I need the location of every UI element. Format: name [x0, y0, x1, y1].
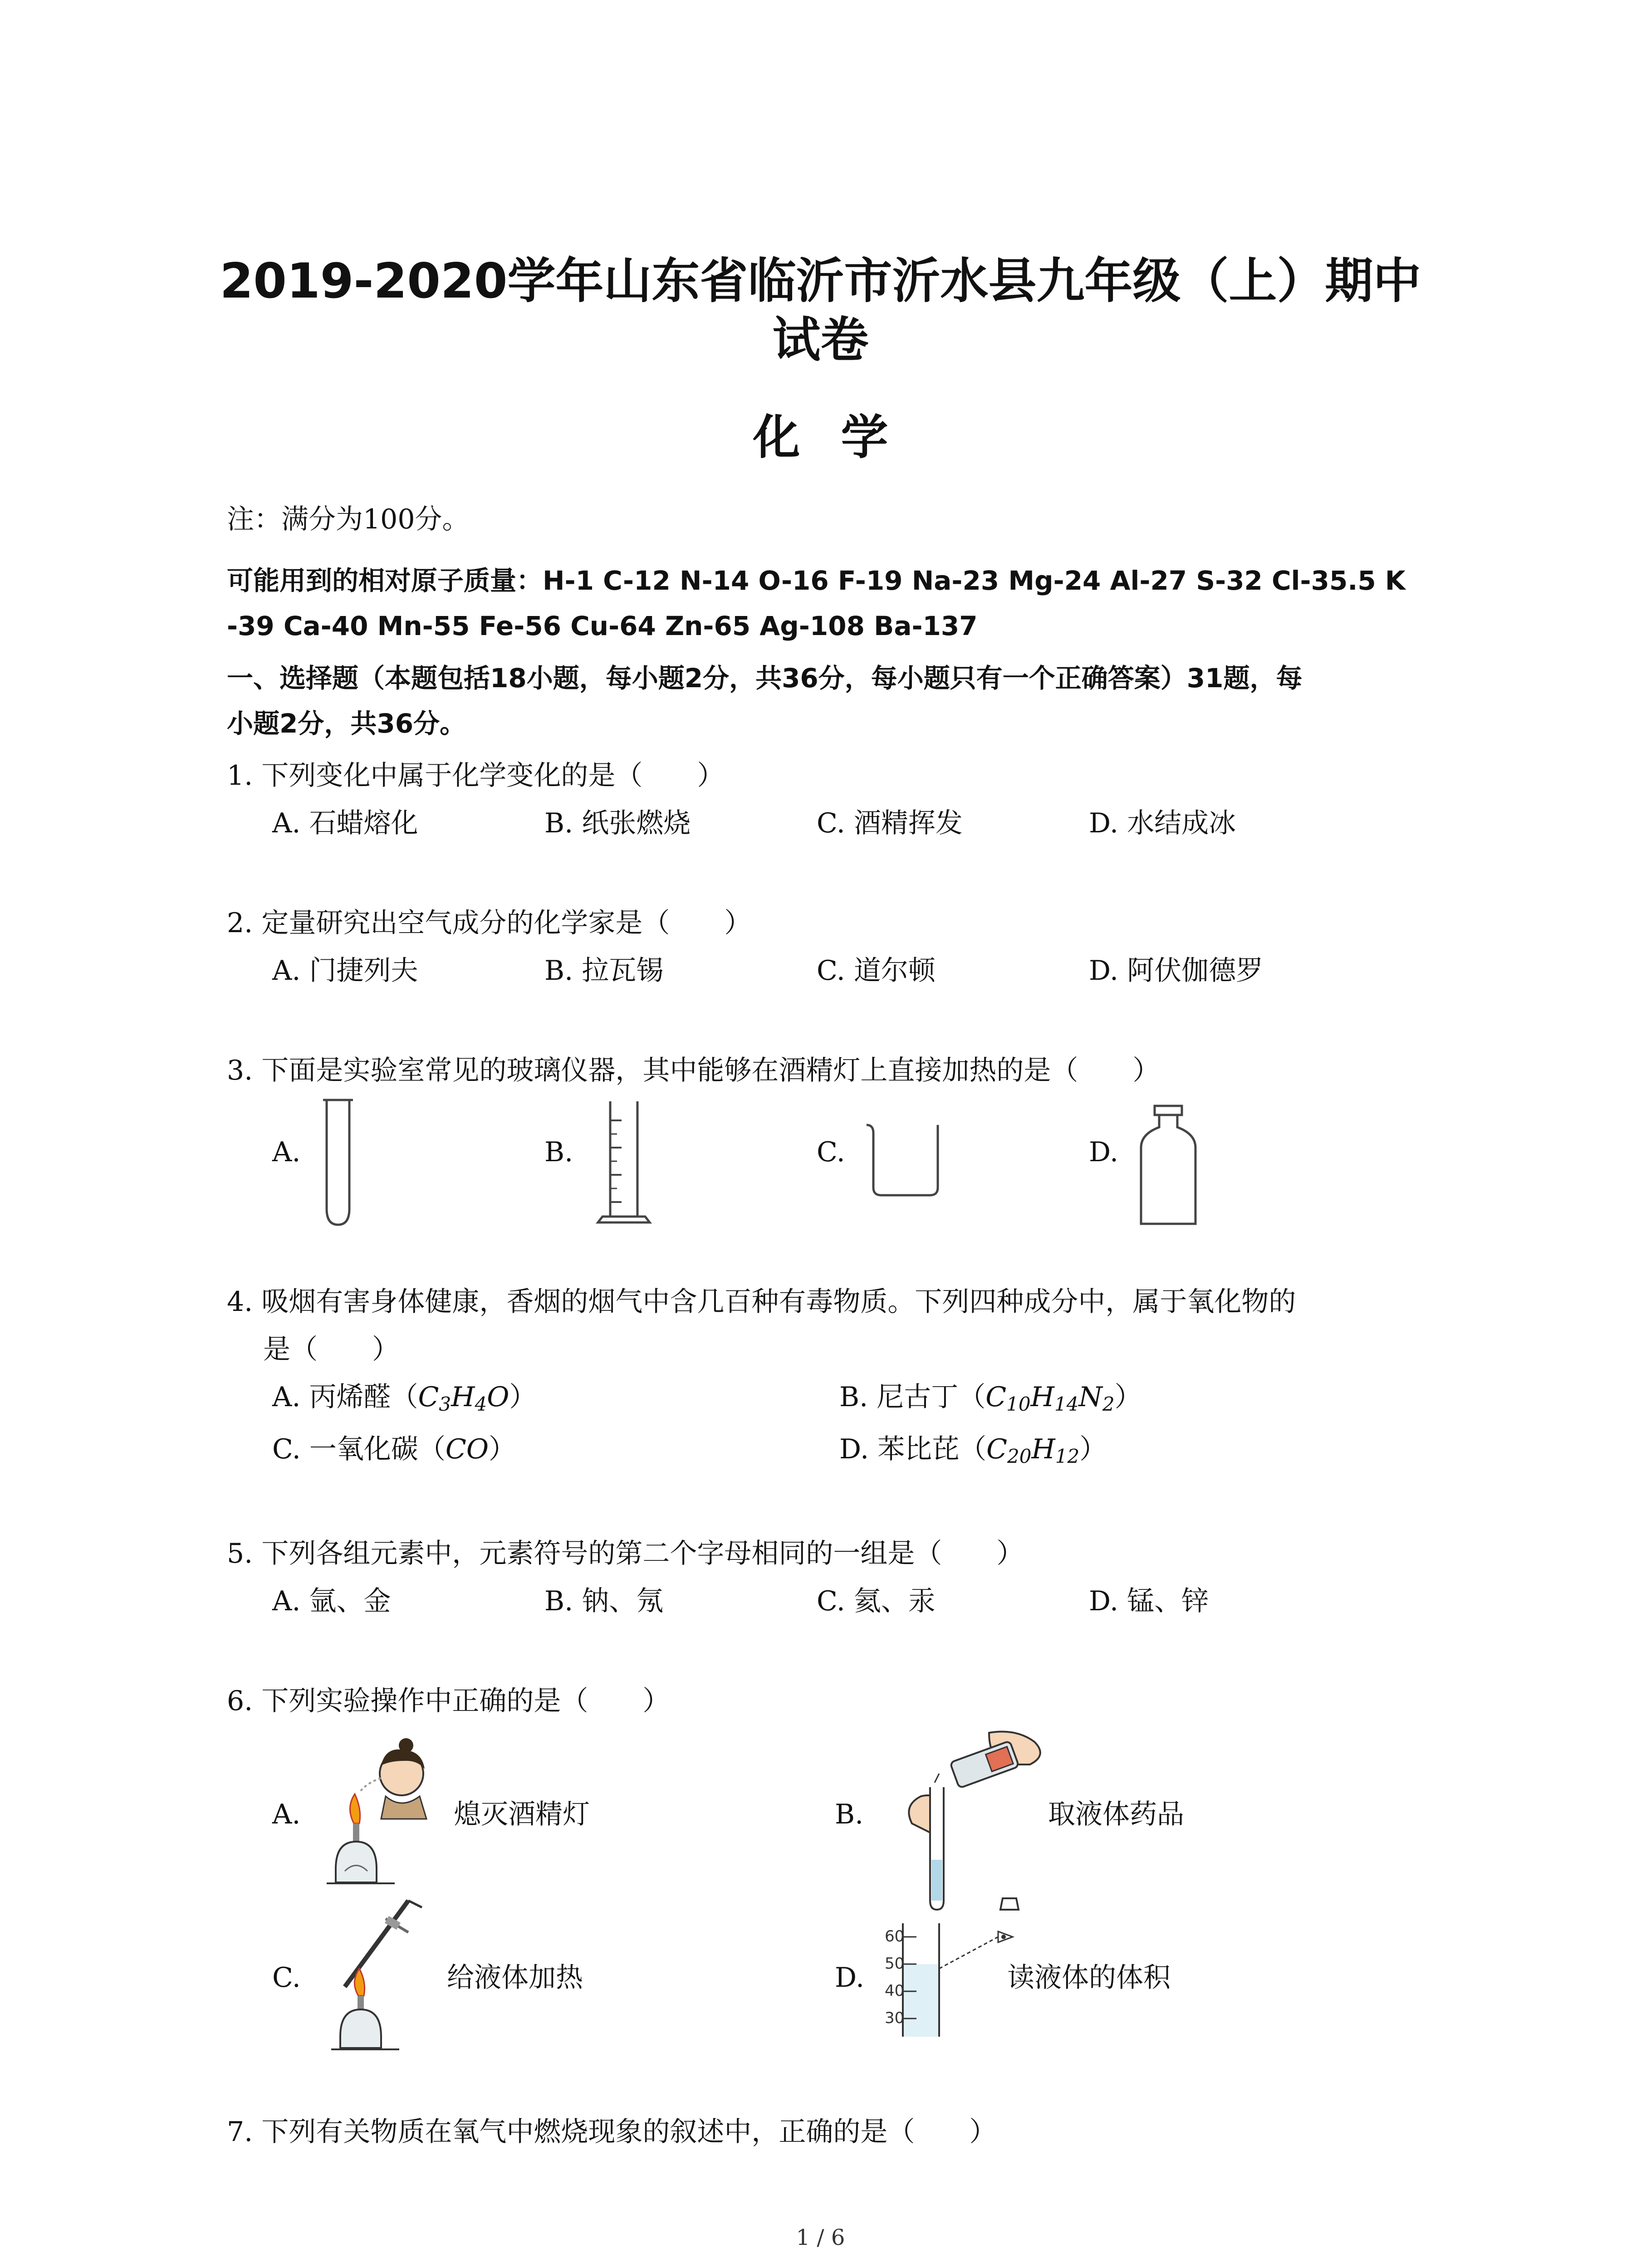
q1-option-d[interactable]: D. 水结成冰	[1089, 807, 1236, 839]
score-note: 注：满分为100分。	[227, 503, 470, 535]
q6-option-b[interactable]: B.	[835, 1799, 864, 1830]
cylinder-mark-30: 30	[885, 2009, 905, 2027]
formula-nicotine: $C_{10}H_{14}N_2$	[985, 1381, 1115, 1415]
q1-option-b[interactable]: B. 纸张燃烧	[544, 807, 691, 839]
q6-option-a-caption: 熄灭酒精灯	[454, 1799, 590, 1830]
measuring-cylinder-icon	[594, 1098, 653, 1229]
formula-carbon-monoxide: CO	[445, 1433, 489, 1465]
q2-option-c[interactable]: C. 道尔顿	[817, 955, 936, 987]
q2-option-d[interactable]: D. 阿伏伽德罗	[1089, 955, 1264, 987]
beaker-icon	[862, 1120, 948, 1200]
q4-option-d[interactable]: D. 苯比芘$(C_{20}H_{12})$	[839, 1433, 1107, 1467]
exam-title-line1: 2019-2020学年山东省临沂市沂水县九年级（上）期中	[220, 253, 1421, 309]
section-heading-line1: 一、选择题（本题包括18小题，每小题2分，共36分，每小题只有一个正确答案）31题，每	[227, 663, 1303, 694]
q3-option-b[interactable]: B.	[544, 1136, 573, 1168]
q4-option-a-label: A. 丙烯醛（	[272, 1381, 418, 1413]
q6-option-c[interactable]: C.	[272, 1962, 301, 1994]
q4-option-b[interactable]: B. 尼古丁$(C_{10}H_{14}N_2)$	[839, 1381, 1142, 1415]
question-7-stem: 7. 下列有关物质在氧气中燃烧现象的叙述中，正确的是（ ）	[227, 2116, 997, 2148]
q4-option-b-label: B. 尼古丁（	[839, 1381, 986, 1413]
subject-heading: 化学	[753, 410, 929, 465]
formula-benzopyrene: $C_{20}H_{12}$	[986, 1433, 1080, 1467]
q4-option-c[interactable]: C. 一氧化碳（CO）	[272, 1433, 516, 1465]
q5-option-c[interactable]: C. 氦、汞	[817, 1585, 936, 1617]
page-number: 1 / 6	[796, 2225, 845, 2250]
q6-option-c-caption: 给液体加热	[447, 1962, 583, 1994]
q1-option-c[interactable]: C. 酒精挥发	[817, 807, 963, 839]
question-4-stem-line1: 4. 吸烟有害身体健康，香烟的烟气中含几百种有毒物质。下列四种成分中，属于氧化物的	[227, 1286, 1296, 1318]
cylinder-mark-40: 40	[885, 1982, 905, 2000]
q2-option-a[interactable]: A. 门捷列夫	[272, 955, 418, 987]
q4-option-a[interactable]: A. 丙烯醛$(C_3H_4O)$	[272, 1381, 537, 1415]
q5-option-d[interactable]: D. 锰、锌	[1089, 1585, 1209, 1617]
q5-option-b[interactable]: B. 钠、氖	[544, 1585, 664, 1617]
question-2-stem: 2. 定量研究出空气成分的化学家是（ ）	[227, 907, 752, 939]
question-6-stem: 6. 下列实验操作中正确的是（ ）	[227, 1685, 670, 1717]
cylinder-mark-60: 60	[885, 1927, 905, 1945]
question-1-stem: 1. 下列变化中属于化学变化的是（ ）	[227, 760, 725, 792]
atomic-masses-line2: -39 Ca-40 Mn-55 Fe-56 Cu-64 Zn-65 Ag-108 Ba-137	[227, 611, 978, 641]
atomic-masses-line1: 可能用到的相对原子质量：H-1 C-12 N-14 O-16 F-19 Na-23 Mg-24 Al-27 S-32 Cl-35.5 K	[227, 565, 1406, 596]
formula-acrolein: $C_3H_4O$	[418, 1381, 509, 1415]
question-4-stem-line2: 是（ ）	[263, 1334, 399, 1365]
cylinder-mark-50: 50	[885, 1955, 905, 1973]
heating-test-tube-icon	[318, 1892, 454, 2055]
q2-option-b[interactable]: B. 拉瓦锡	[544, 955, 664, 987]
q4-option-c-label: C. 一氧化碳（	[272, 1433, 446, 1465]
section-heading-line2: 小题2分，共36分。	[227, 708, 466, 739]
q3-option-d[interactable]: D.	[1089, 1136, 1119, 1168]
reagent-bottle-icon	[1134, 1102, 1202, 1229]
q6-option-d[interactable]: D.	[835, 1962, 865, 1994]
q3-option-a[interactable]: A.	[272, 1136, 301, 1168]
q6-option-d-caption: 读液体的体积	[1007, 1962, 1171, 1994]
reading-cylinder-icon	[885, 1919, 1021, 2041]
q1-option-a[interactable]: A. 石蜡熔化	[272, 807, 418, 839]
question-3-stem: 3. 下面是实验室常见的玻璃仪器，其中能够在酒精灯上直接加热的是（ ）	[227, 1055, 1160, 1086]
exam-title-line2: 试卷	[772, 312, 869, 368]
q5-option-a[interactable]: A. 氩、金	[272, 1585, 391, 1617]
q3-option-c[interactable]: C.	[817, 1136, 845, 1168]
question-5-stem: 5. 下列各组元素中，元素符号的第二个字母相同的一组是（ ）	[227, 1538, 1024, 1569]
q4-option-d-label: D. 苯比芘（	[839, 1433, 987, 1465]
test-tube-icon	[318, 1098, 358, 1229]
q6-option-a[interactable]: A.	[272, 1799, 301, 1830]
q6-option-b-caption: 取液体药品	[1048, 1799, 1184, 1830]
